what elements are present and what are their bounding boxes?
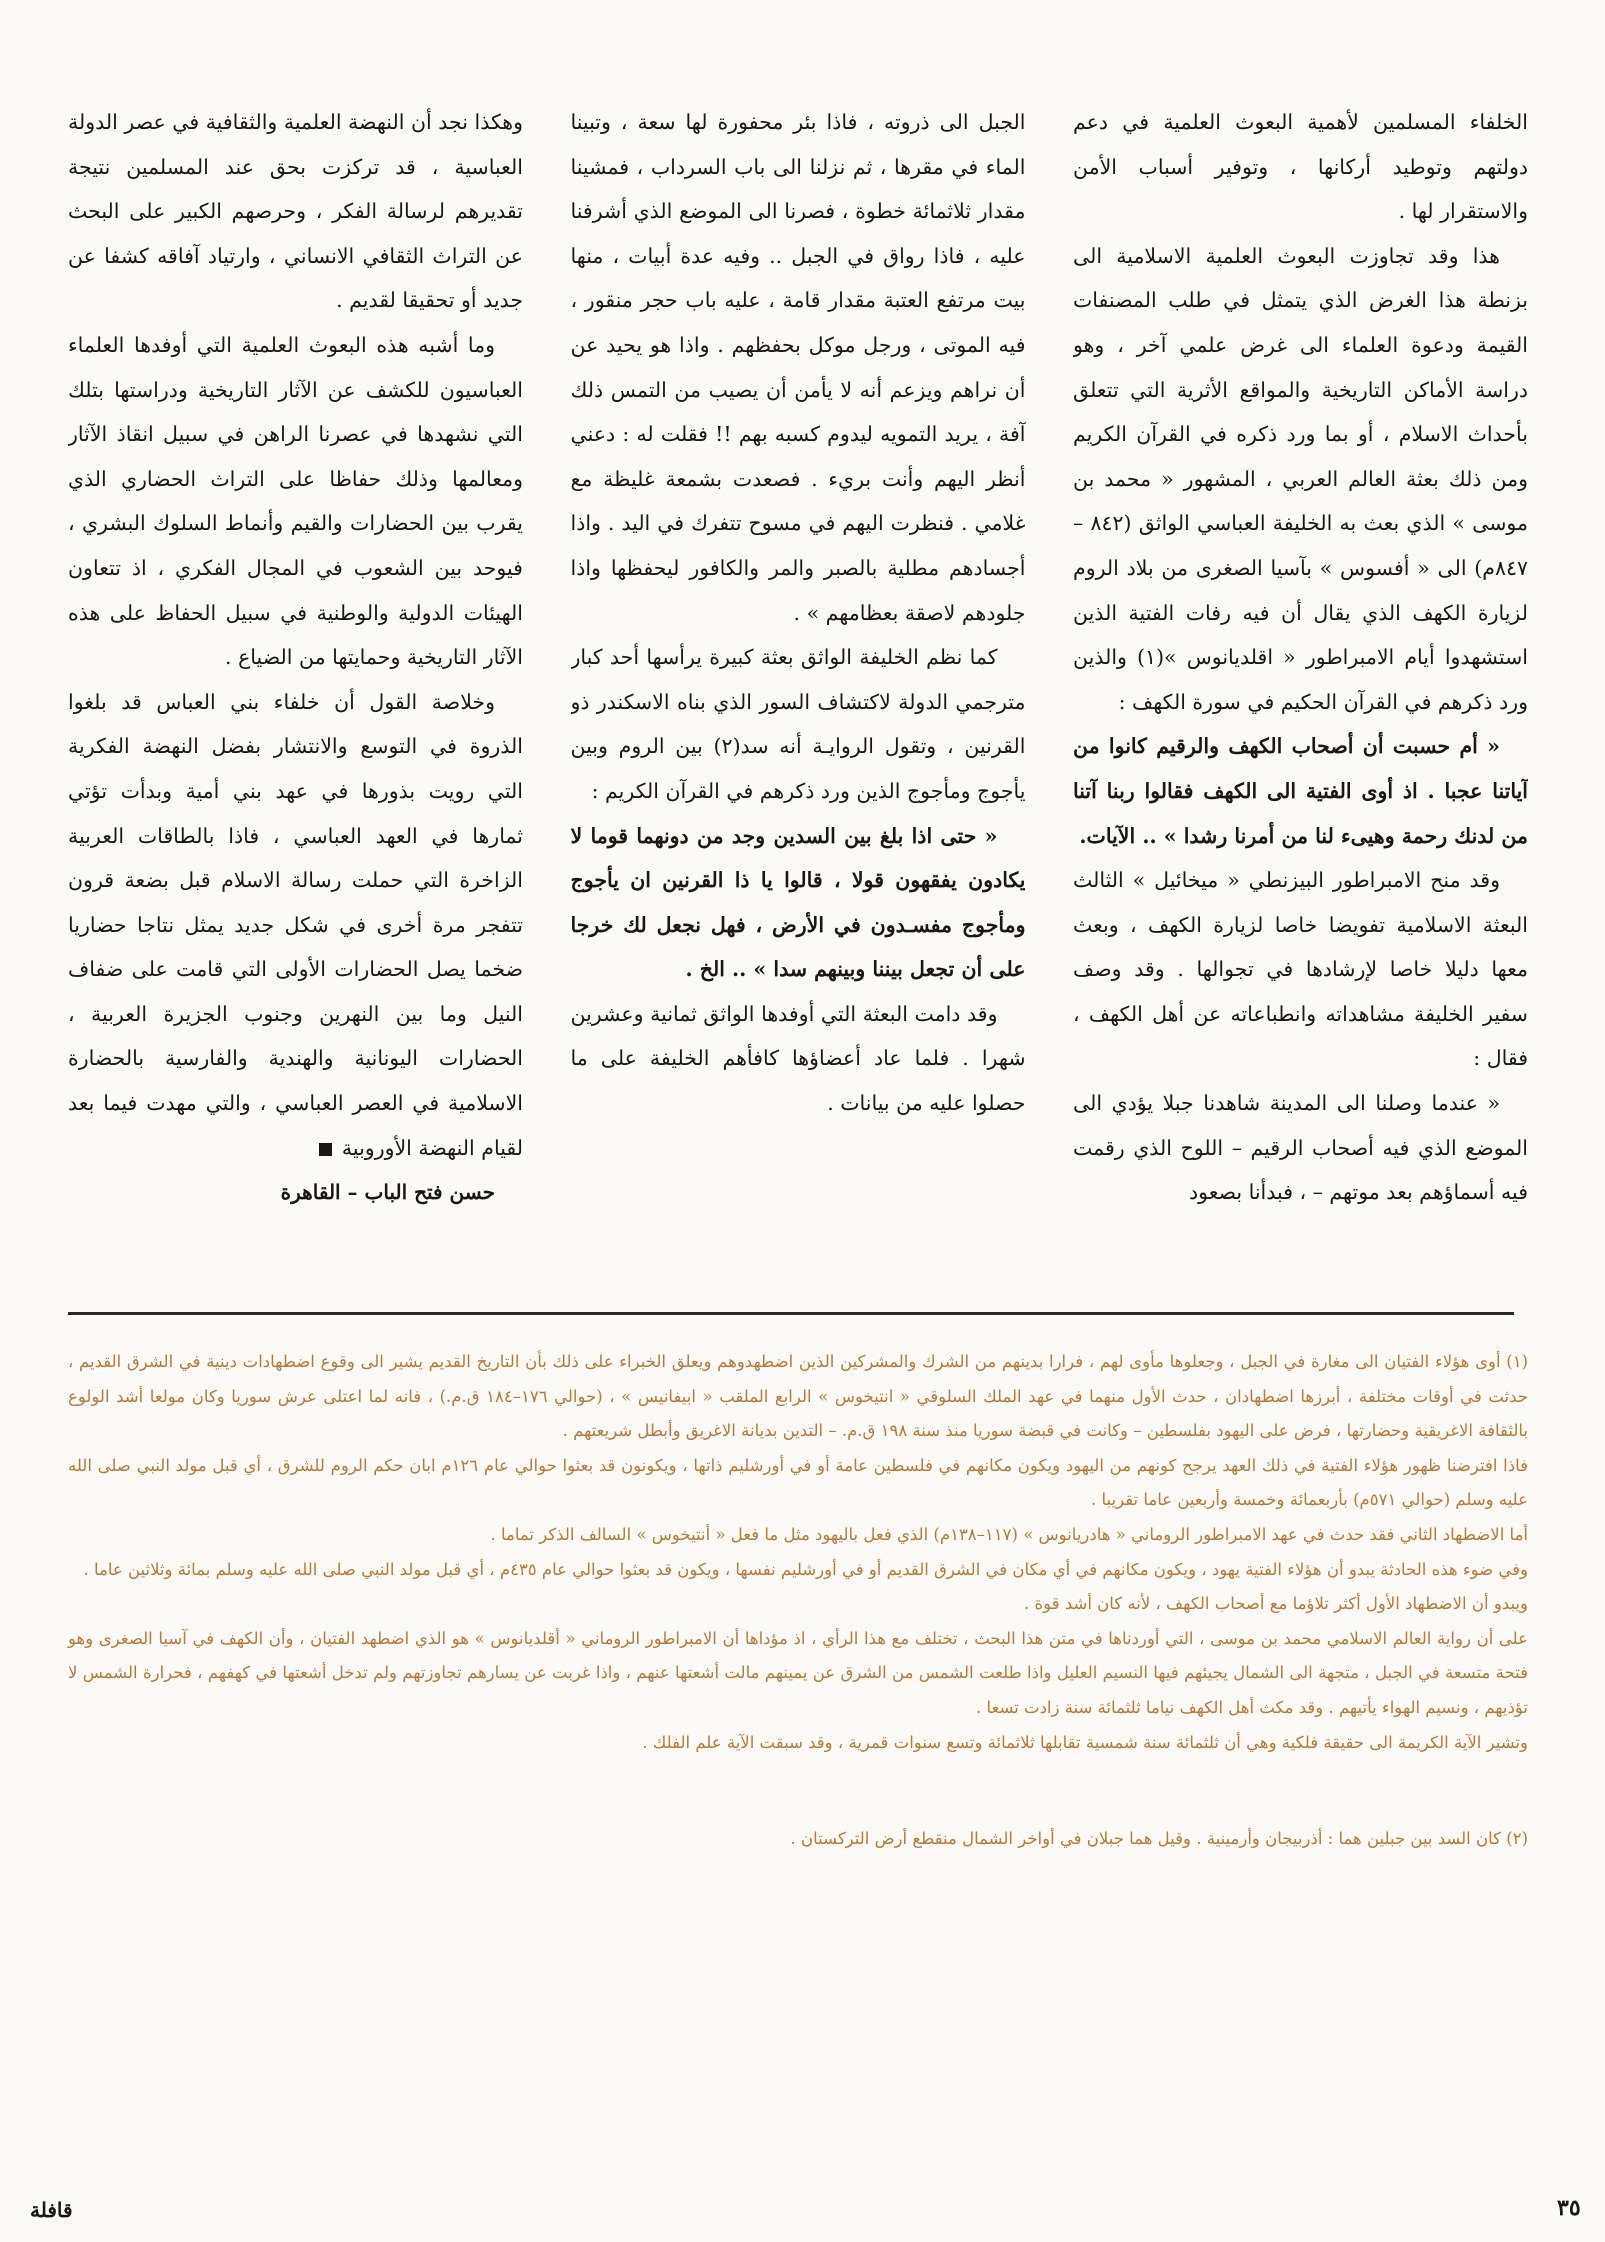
paragraph: وقد دامت البعثة التي أوفدها الواثق ثمانية وعشرين شهرا . فلما عاد أعضاؤها كافأهم الخليفة على ما حصلوا عليه من بيانات . [570,1001,1026,1116]
paragraph: الخلفاء المسلمين لأهمية البعوث العلمية في دعم دولتهم وتوطيد أركانها ، وتوفير أسباب الأمن والاستقرار لها . [1073,110,1528,224]
article-body [68,100,1528,1300]
footnote-1-para: وفي ضوء هذه الحادثة يبدو أن هؤلاء الفتية يهود ، ويكون مكانهم في أي مكان في الشرق القديم أو في أورشليم نفسها ، ويكون قد بعثوا حوالي عام ٤٣٥م ، أي قبل مولد النبي صلى الله عليه وسلم بمائة وثلاثين عاما . [83,1559,1528,1579]
footnote-1-para: وتشير الآية الكريمة الى حقيقة فلكية وهي أن ثلثمائة سنة شمسية تقابلها ثلاثمائة وتسع سنوات قمرية ، وقد سبقت الآية علم الفلك . [642,1732,1528,1752]
column-right [1073,100,1528,1300]
paragraph: الجبل الى ذروته ، فاذا بئر محفورة لها سعة ، وتبينا الماء في مقرها ، ثم نزلنا الى باب السرداب ، فمشينا مقدار ثلاثمائة خطوة ، فصرنا الى الموضع الذي أشرفنا عليه ، فاذا رواق في الجبل .. وفيه عدة أبيات ، منها بيت مرتفع العتبة مقدار قامة ، عليه باب حجر منقور ، فيه الموتى ، ورجل موكل بحفظهم . واذا هو يحيد عن أن نراهم ويزعم أنه لا يأمن أن يصيب من التمس ذلك آفة ، يريد التمويه ليدوم كسبه بهم !! فقلت له : دعني أنظر اليهم وأنت بريء . فصعدت بشمعة غليظة مع غلامي . فنظرت اليهم في مسوح تتفرك في اليد . واذا أجسادهم مطلية بالصبر والمر والكافور ليحفظها واذا جلودهم لاصقة بعظامهم » . [570,110,1026,625]
end-mark-icon [319,1143,332,1156]
footnote-2: (٢) كان السد بين جبلين هما : أذربيجان وأرمينية . وقيل هما جبلان في أواخر الشمال منقطع أرض التركستان . [790,1829,1528,1849]
quran-quote: « أم حسبت أن أصحاب الكهف والرقيم كانوا من آياتنا عجبا . اذ أوى الفتية الى الكهف فقالوا ربنا آتنا من لدنك رحمة وهيىء لنا من أمرنا رشدا » .. الآيات. [1073,734,1528,848]
paragraph: وما أشبه هذه البعوث العلمية التي أوفدها العلماء العباسيون للكشف عن الآثار التاريخية ودراستها بتلك التي نشهدها في عصرنا الراهن في سبيل انقاذ الآثار ومعالمها وذلك حفاظا على التراث الحضاري الذي يقرب بين الحضارات والقيم وأنماط السلوك البشري ، فيوحد بين الشعوب في المجال الفكري ، اذ تتعاون الهيئات الدولية والوطنية في سبيل الحفاظ على هذه الآثار التاريخية وحمايتها من الضياع . [68,332,523,670]
footnote-divider [68,1312,1514,1315]
footnote-1-para: (١) أوى هؤلاء الفتيان الى مغارة في الجبل ، وجعلوها مأوى لهم ، فرارا بدينهم من الشرك والمشركين الذين اضطهدوهم ويعلق الخبراء على ذلك بأن التاريخ القديم يشير الى وقوع اضطهادات دينية في الشرق القديم ، حدثت في أوقات مختلفة ، أبرزها اضطهادان ، حدث الأول منهما في عهد الملك السلوقي « انتيخوس » الرابع الملقب « ابيفانيس » ، (حوالي ١٧٦–١٨٤ ق.م.) ، فانه لما اعتلى عرش سوريا وكان مولعا أشد الولوع بالثقافة الاغريقية وحضارتها ، فرض على اليهود بفلسطين – وكانت في قبضة سوريا منذ سنة ١٩٨ ق.م. – التدين بديانة الاغريق وأبطل شريعتهم . [68,1352,1528,1441]
paragraph: وهكذا نجد أن النهضة العلمية والثقافية في عصر الدولة العباسية ، قد تركزت بحق عند المسلمين نتيجة تقديرهم لرسالة الفكر ، وحرصهم الكبير على البحث عن التراث الثقافي الانساني ، وارتياد آفاقه كشفا عن جديد أو تحقيقا لقديم . [68,110,523,313]
author-signature: حسن فتح الباب – القاهرة [280,1180,495,1205]
footnote-1-para: ويبدو أن الاضطهاد الأول أكثر تلاؤما مع أصحاب الكهف ، لأنه كان أشد قوة . [1024,1594,1528,1614]
column-left [68,100,523,1300]
page-number: ٣٥ [1557,2195,1581,2221]
footnote-1-para: فاذا افترضنا ظهور هؤلاء الفتية في ذلك العهد يرجح كونهم من اليهود ويكون مكانهم في فلسطين عامة أو في أورشليم ذاتها ، ويكونون قد بعثوا حوالي عام ١٢٦م ابان حكم الروم للشرق ، أي قبل مولد النبي صلى الله عليه وسلم (حوالي ٥٧١م) بأربعمائة وخمسة وأربعين عاما تقريبا . [68,1455,1528,1510]
paragraph: « عندما وصلنا الى المدينة شاهدنا جبلا يؤدي الى الموضع الذي فيه أصحاب الرقيم – اللوح الذي رقمت فيه أسماؤهم بعد موتهم – ، فبدأنا بصعود [1073,1091,1528,1205]
column-middle [571,100,1026,1300]
paragraph: هذا وقد تجاوزت البعوث العلمية الاسلامية الى بزنطة هذا الغرض الذي يتمثل في طلب المصنفات القيمة ودعوة العلماء الى غرض علمي آخر ، وهو دراسة الأماكن التاريخية والمواقع الأثرية التي تتعلق بأحداث الاسلام ، أو بما ورد ذكره في القرآن الكريم ومن ذلك بعثة العالم العربي ، المشهور « محمد بن موسى » الذي بعث به الخليفة العباسي الواثق (٨٤٢ – ٨٤٧م) الى « أفسوس » بآسيا الصغرى من بلاد الروم لزيارة الكهف الذي يقال أن فيه رفات الفتية الذين استشهدوا أيام الامبراطور « اقلديانوس »(١) والذين ورد ذكرهم في القرآن الحكيم في سورة الكهف : [1073,243,1528,714]
paragraph-text: وخلاصة القول أن خلفاء بني العباس قد بلغوا الذروة في التوسع والانتشار بفضل النهضة الفكرية التي رويت بذورها في عهد بني أمية وبدأت تؤتي ثمارها في العهد العباسي ، فاذا بالطاقات العربية الزاخرة التي حملت رسالة الاسلام قبل بضعة قرون تتفجر مرة أخرى في شكل جديد يمثل نتاجا حضاريا ضخما يصل الحضارات الأولى التي قامت على ضفاف النيل وما بين النهرين وجنوب الجزيرة العربية ، الحضارات اليونانية والهندية والفارسية بالحضارة الاسلامية في العصر العباسي ، والتي مهدت فيما بعد لقيام النهضة الأوروبية [68,689,523,1160]
magazine-name: قافلة [30,2198,73,2222]
footnote-1-para: على أن رواية العالم الاسلامي محمد بن موسى ، التي أوردناها في متن هذا البحث ، تختلف مع هذا الرأي ، اذ مؤداها أن الامبراطور الروماني « أقلديانوس » هو الذي اضطهد الفتيان ، وأن الكهف في آسيا الصغرى وهو فتحة متسعة في الجبل ، متجهة الى الشمال يجيئهم فيها النسيم العليل واذا طلعت الشمس من الشرق عن يمينهم مالت أشعتها عنهم ، واذا غربت عن يسارهم تجاوزتهم ولم تدخل أشعتها في كهفهم ، فحرارة الشمس لا تؤذيهم ، ونسيم الهواء يأتيهم . وقد مكث أهل الكهف نياما ثلثمائة سنة زادت تسعا . [68,1628,1528,1717]
paragraph-final [68,680,523,1171]
paragraph: وقد منح الامبراطور البيزنطي « ميخائيل » الثالث البعثة الاسلامية تفويضا خاصا لزيارة الكهف ، وبعث معها دليلا خاصا لإرشادها في تجوالها . وقد وصف سفير الخليفة مشاهداته وانطباعاته عن أهل الكهف ، فقال : [1073,868,1528,1071]
footnotes [68,1345,1528,1857]
paragraph: كما نظم الخليفة الواثق بعثة كبيرة يرأسها أحد كبار مترجمي الدولة لاكتشاف السور الذي بناه الاسكندر ذو القرنين ، وتقول الروايـة أنه سد(٢) بين الروم وبين يأجوج ومأجوج الذين ورد ذكرهم في القرآن الكريم : [570,645,1026,803]
quran-quote: « حتى اذا بلغ بين السدين وجد من دونهما قوما لا يكادون يفقهون قولا ، قالوا يا ذا القرنين ان يأجوج ومأجوج مفسـدون في الأرض ، فهل نجعل لك خرجا على أن تجعل بيننا وبينهم سدا » .. الخ . [570,823,1026,982]
footnote-1-para: أما الاضطهاد الثاني فقد حدث في عهد الامبراطور الروماني « هادريانوس » (١١٧–١٣٨م) الذي فعل باليهود مثل ما فعل « أنتيخوس » السالف الذكر تماما . [490,1524,1528,1544]
